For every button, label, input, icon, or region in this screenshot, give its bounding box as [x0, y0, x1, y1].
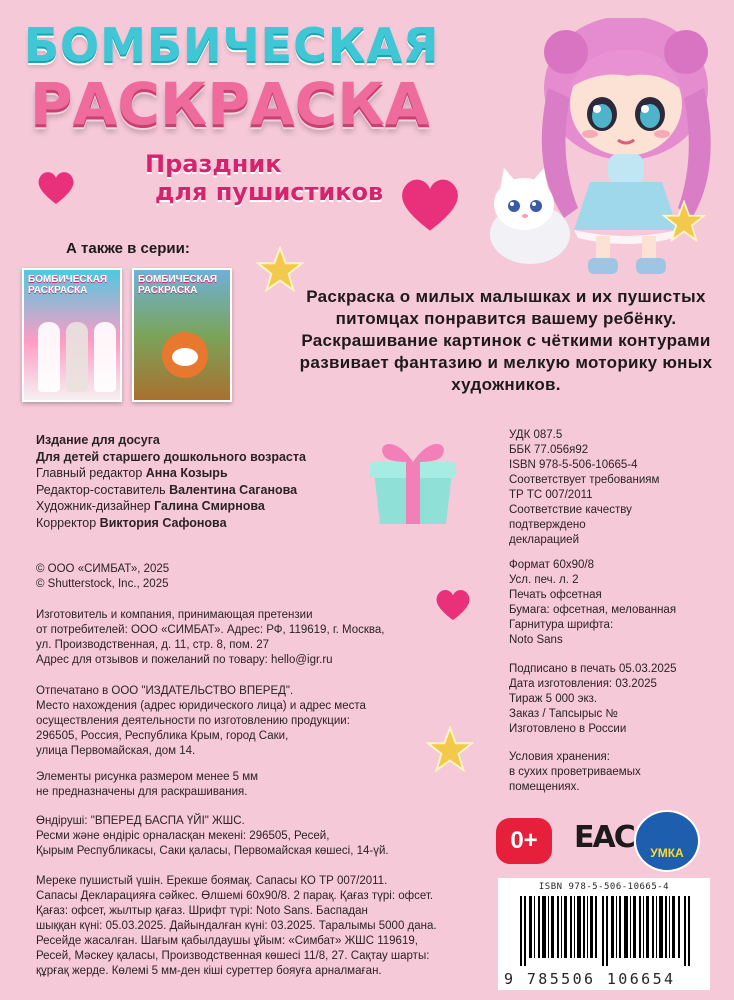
cover-title-line2: РАСКРАСКА — [30, 70, 430, 138]
brand-logo — [634, 810, 700, 872]
info-line: УДК 087.5 — [509, 429, 563, 441]
kazakh-line: құрғақ жерде. Көлемі 5 мм-ден кіші суреттер бояуға арналмаған. — [36, 965, 382, 977]
credit-line: Главный редактор Анна Козырь — [36, 466, 228, 480]
kazakh-line: Ресейде жасалған. Шағым қабылдаушы ұйым: «Симбат» ЖШС 119619, — [36, 935, 418, 947]
kazakh-info-block — [36, 814, 496, 979]
info-line: Усл. печ. л. 2 — [509, 574, 579, 586]
heart-icon — [398, 176, 462, 234]
small-elements-note — [36, 770, 366, 800]
barcode — [498, 878, 710, 990]
printer-block — [36, 684, 456, 759]
manufacturer-block — [36, 608, 456, 668]
printer-line: 296505, Россия, Республика Крым, город Саки, — [36, 730, 289, 742]
age-group: Для детей старшего дошкольного возраста — [36, 449, 306, 464]
subtitle-line1: Праздник — [145, 150, 282, 178]
kazakh-line: Сапасы Декларацияға сәйкес. Өлшемі 60х90/8. 2 парақ. Қағаз түрі: офсет. — [36, 890, 434, 902]
manufacturer-line: Адрес для отзывов и пожеланий по товару: hello@igr.ru — [36, 654, 333, 666]
manufacturer-line: Изготовитель и компания, принимающая претензии — [36, 609, 313, 621]
info-line: Формат 60х90/8 — [509, 559, 594, 571]
cover-subtitle — [145, 150, 405, 206]
info-line: подтверждено — [509, 519, 586, 531]
barcode-bars — [520, 896, 692, 966]
info-line: Бумага: офсетная, мелованная — [509, 604, 677, 616]
kazakh-line: Қырым Республикасы, Саки қаласы, Первомайская көшесі, 14-үй. — [36, 845, 389, 857]
book-title: БОМБИЧЕСКАЯ РАСКРАСКА — [138, 274, 218, 296]
subtitle-line2: для пушистиков — [155, 178, 384, 206]
info-line: Гарнитура шрифта: — [509, 619, 614, 631]
kazakh-line: Мереке пушистый үшін. Ерекше боямақ. Сапасы КО ТР 007/2011. — [36, 875, 388, 887]
info-line: Соответствует требованиям — [509, 474, 660, 486]
book-title: БОМБИЧЕСКАЯ РАСКРАСКА — [28, 274, 108, 296]
classification-block — [509, 428, 719, 548]
brand-name: УМКА — [650, 846, 684, 860]
age-rating-badge: 0+ — [496, 818, 552, 864]
note-line: Элементы рисунка размером менее 5 мм — [36, 771, 259, 783]
kazakh-line: Қағаз: офсет, жылтыр қағаз. Шрифт түрі: Noto Sans. Баспадан — [36, 905, 368, 917]
credits-block — [36, 432, 366, 531]
series-book-cover[interactable] — [22, 268, 122, 402]
manufacturer-line: от потребителей: ООО «СИМБАТ». Адрес: РФ, 119619, г. Москва, — [36, 624, 385, 636]
info-line: Тираж 5 000 экз. — [509, 693, 598, 705]
credit-line: Корректор Виктория Сафонова — [36, 515, 227, 530]
star-icon — [662, 200, 706, 242]
kazakh-line: Ресми және өндіріс орналасқан мекені: 296505, Ресей, — [36, 830, 330, 842]
copyright-line: © ООО «СИМБАТ», 2025 — [36, 563, 170, 575]
format-block — [509, 558, 719, 648]
info-line: Соответствие качеству — [509, 504, 632, 516]
info-line: Заказ / Тапсырыс № — [509, 708, 618, 720]
info-line: в сухих проветриваемых — [509, 766, 641, 778]
series-heading: А также в серии: — [66, 240, 190, 257]
printer-line: осуществления деятельности по изготовлению продукции: — [36, 715, 350, 727]
gift-box-icon — [366, 432, 460, 528]
info-line: Условия хранения: — [509, 751, 610, 763]
eac-mark-icon: EAC — [574, 820, 634, 855]
note-line: не предназначены для раскрашивания. — [36, 786, 248, 798]
storage-block — [509, 750, 719, 795]
info-line: декларацией — [509, 534, 579, 546]
spacer — [36, 859, 496, 874]
printer-line: Место нахождения (адрес юридического лица) и адрес места — [36, 700, 366, 712]
info-line: Печать офсетная — [509, 589, 602, 601]
kazakh-line: Өндіруші: "ВПЕРЕД БАСПА ҮЙІ" ЖШС. — [36, 815, 245, 827]
printer-line: улица Первомайская, дом 14. — [36, 745, 196, 757]
info-line: Подписано в печать 05.03.2025 — [509, 663, 677, 675]
heart-icon — [36, 170, 76, 206]
barcode-isbn: ISBN 978-5-506-10665-4 — [538, 882, 670, 892]
credit-line: Художник-дизайнер Галина Смирнова — [36, 499, 265, 513]
info-line: помещениях. — [509, 781, 580, 793]
edition-type: Издание для досуга — [36, 433, 160, 447]
credit-line: Редактор-составитель Валентина Саганова — [36, 482, 298, 497]
printer-line: Отпечатано в ООО "ИЗДАТЕЛЬСТВО ВПЕРЕД". — [36, 685, 294, 697]
kazakh-line: Ресей, Мәскеу қаласы, Производственная көшесі 11/8, 27. Сақтау шарты: — [36, 950, 430, 962]
barcode-number: 9 785506 106654 — [504, 970, 676, 988]
info-line: ББК 77.056я92 — [509, 444, 589, 456]
kazakh-line: шыққан күні: 05.03.2025. Дайындалған күні: 03.2025. Таралымы 5000 дана. — [36, 920, 437, 932]
info-line: Noto Sans — [509, 634, 563, 646]
copyright-line: © Shutterstock, Inc., 2025 — [36, 578, 169, 590]
cat-figure — [94, 322, 116, 392]
manufacturer-line: ул. Производственная, д. 11, стр. 8, пом. 27 — [36, 639, 270, 651]
copyright-block — [36, 562, 366, 592]
info-line: ISBN 978-5-506-10665-4 — [509, 459, 638, 471]
cover-title-line1: БОМБИЧЕСКАЯ — [24, 18, 440, 72]
cat-figure — [38, 322, 60, 392]
fox-face — [172, 348, 198, 366]
cat-figure — [66, 322, 88, 392]
description-blurb: Раскраска о милых малышках и их пушистых питомцах понравится вашему ребёнку. Раскрашивание картинок с чёткими контурами развивает фантазию и мелкую моторику юных художников. — [299, 287, 713, 394]
info-line: Изготовлено в России — [509, 723, 627, 735]
series-book-cover[interactable] — [132, 268, 232, 402]
info-line: Дата изготовления: 03.2025 — [509, 678, 657, 690]
info-line: ТР ТС 007/2011 — [509, 489, 593, 501]
print-date-block — [509, 662, 719, 737]
